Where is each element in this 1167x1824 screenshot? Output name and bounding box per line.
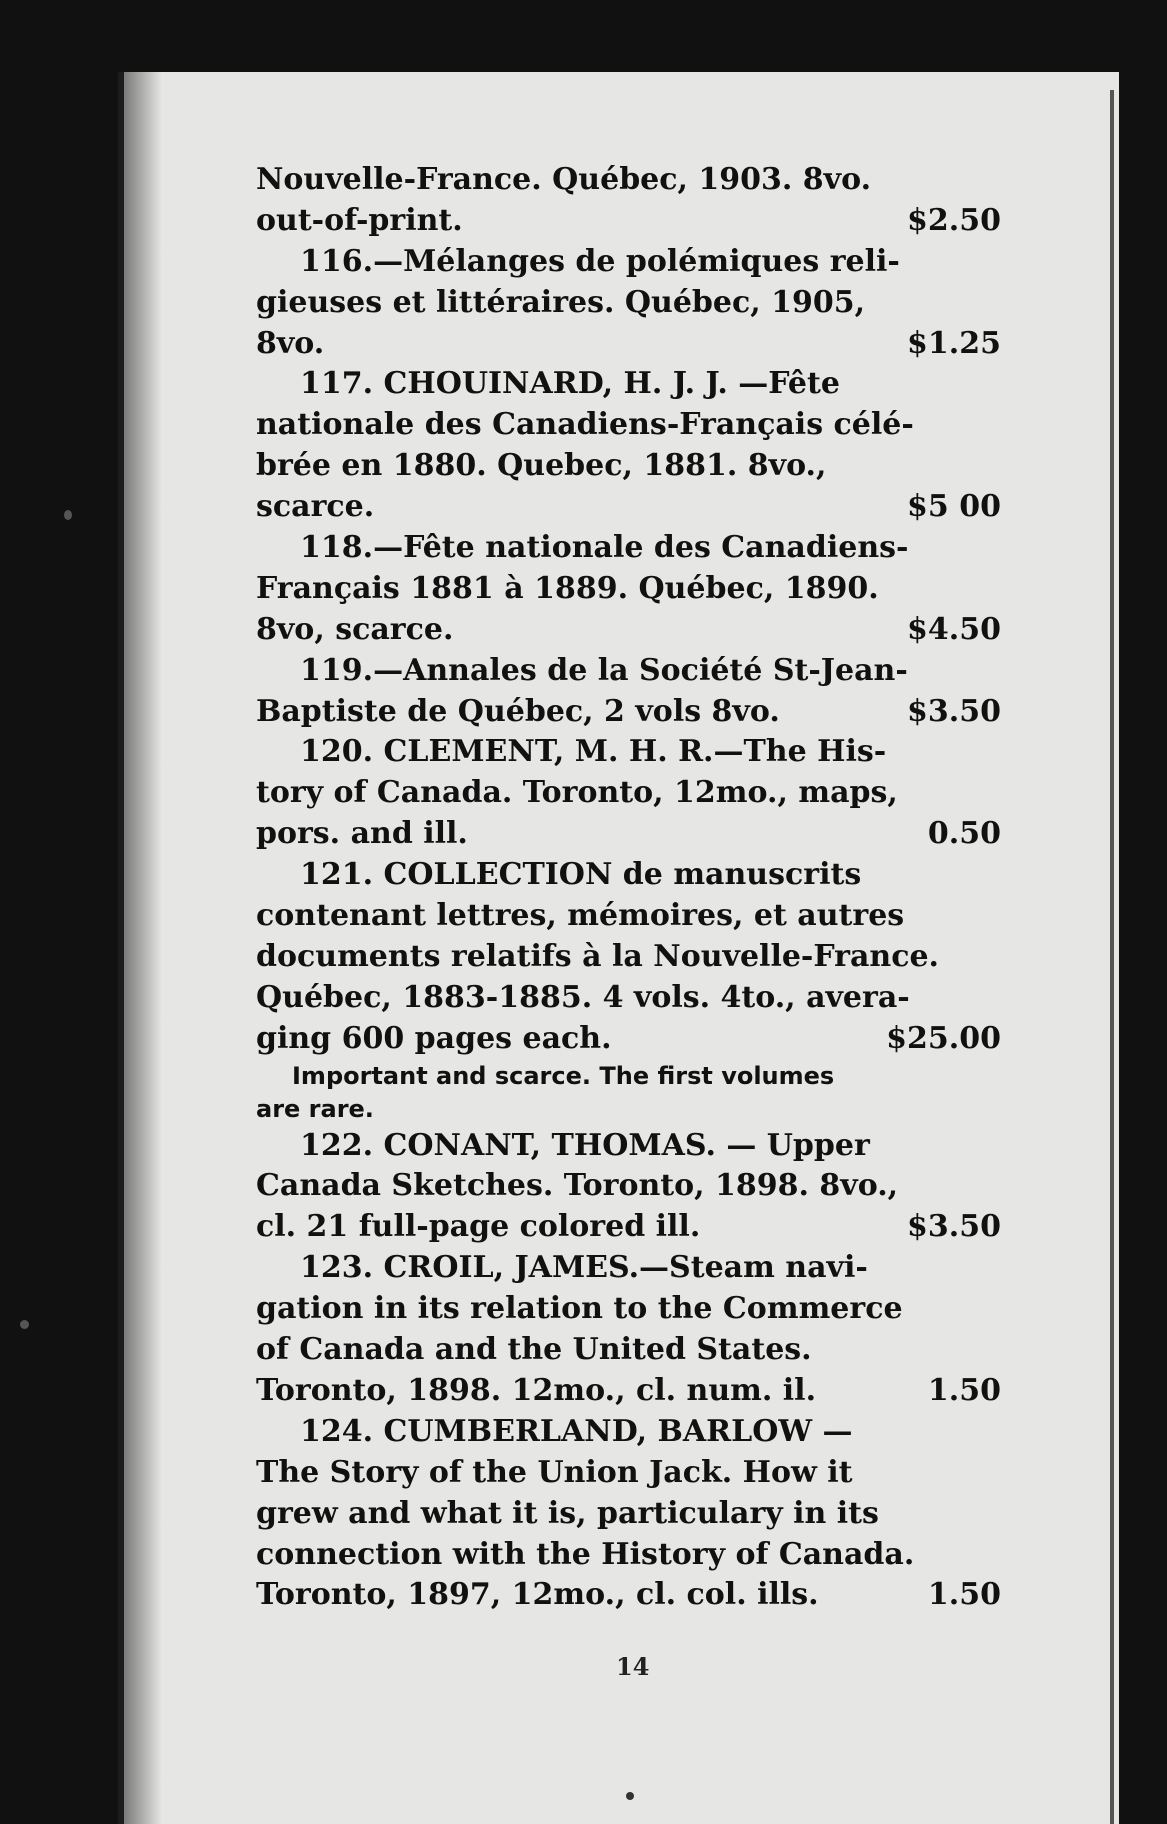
ink-dot	[626, 1792, 634, 1800]
entry-123-line: 123. CROIL, JAMES.—Steam navi-	[300, 1250, 868, 1286]
text-line: Québec, 1883-1885. 4 vols. 4to., avera-	[256, 979, 910, 1015]
text-line: connection with the History of Canada.	[256, 1536, 915, 1572]
page-edge	[1110, 90, 1114, 1824]
note-line: are rare.	[256, 1094, 374, 1123]
entry-121-line: 121. COLLECTION de manuscrits	[300, 857, 862, 893]
speck-mark	[20, 1320, 29, 1329]
text-line: Nouvelle-France. Québec, 1903. 8vo.	[256, 162, 872, 197]
entry-117-line: 117. CHOUINARD, H. J. J. —Fête	[300, 366, 840, 402]
catalogue-text	[256, 160, 1001, 1616]
text-line: Toronto, 1898. 12mo., cl. num. il. 1.50	[256, 1372, 1001, 1408]
text-line: contenant lettres, mémoires, et autres	[256, 898, 905, 934]
text-line: cl. 21 full-page colored ill. $3.50	[256, 1209, 1001, 1245]
text-line: The Story of the Union Jack. How it	[256, 1454, 853, 1490]
entry-119-line: 119.—Annales de la Société St-Jean-	[300, 652, 908, 688]
entry-124-line: 124. CUMBERLAND, BARLOW —	[300, 1413, 853, 1449]
note-line: Important and scarce. The first volumes	[292, 1061, 835, 1090]
text-line: of Canada and the United States.	[256, 1332, 812, 1368]
text-line: Français 1881 à 1889. Québec, 1890.	[256, 570, 879, 606]
text-line: pors. and ill. 0.50	[256, 816, 1001, 852]
text-line: Canada Sketches. Toronto, 1898. 8vo.,	[256, 1168, 899, 1204]
text-line: 8vo. $1.25	[256, 325, 1001, 361]
text-line: tory of Canada. Toronto, 12mo., maps,	[256, 775, 898, 811]
page-number: 14	[616, 1652, 650, 1681]
speck-mark	[64, 510, 72, 520]
text-line: documents relatifs à la Nouvelle-France.	[256, 938, 939, 974]
entry-120-line: 120. CLEMENT, M. H. R.—The His-	[300, 734, 887, 770]
text-line: nationale des Canadiens-Français célé-	[256, 407, 914, 443]
entry-116-line: 116.—Mélanges de polémiques reli-	[300, 243, 900, 279]
text-line: Toronto, 1897, 12mo., cl. col. ills. 1.50	[256, 1577, 1001, 1613]
text-line: brée en 1880. Quebec, 1881. 8vo.,	[256, 448, 827, 484]
text-line: out-of-print. $2.50	[256, 202, 1001, 238]
entry-122-line: 122. CONANT, THOMAS. — Upper	[300, 1127, 870, 1163]
text-line: ging 600 pages each. $25.00	[256, 1020, 1001, 1056]
gutter-shadow	[124, 72, 162, 1824]
text-line: 8vo, scarce. $4.50	[256, 611, 1001, 647]
text-line: gation in its relation to the Commerce	[256, 1291, 903, 1327]
text-line: Baptiste de Québec, 2 vols 8vo. $3.50	[256, 693, 1001, 729]
text-line: scarce. $5 00	[256, 489, 1001, 525]
text-line: gieuses et littéraires. Québec, 1905,	[256, 284, 866, 320]
entry-118-line: 118.—Fête nationale des Canadiens-	[300, 530, 909, 566]
text-line: grew and what it is, particulary in its	[256, 1495, 879, 1531]
